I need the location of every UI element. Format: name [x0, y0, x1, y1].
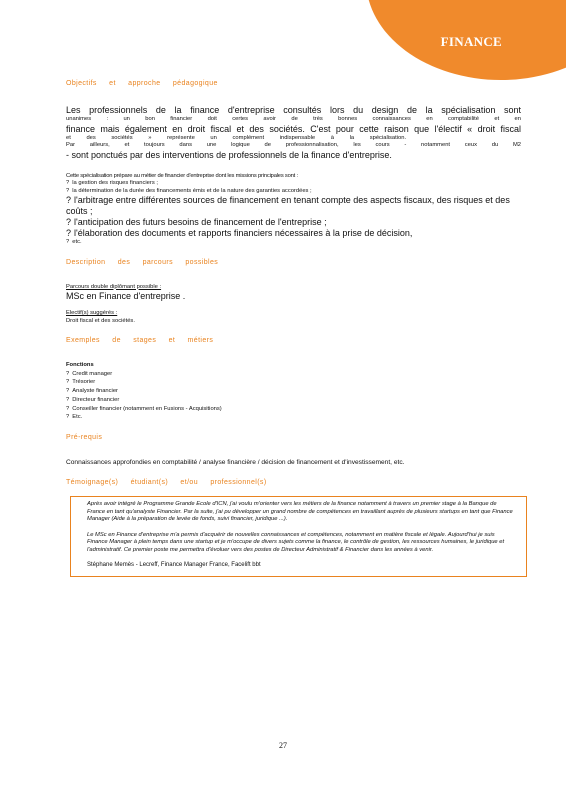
jobs-list	[66, 370, 521, 423]
missions-list	[66, 180, 521, 247]
prereq-heading: Pré-requis	[66, 434, 103, 442]
paths-heading: Description des parcours possibles	[66, 258, 219, 266]
missions-intro: Cette spécialisation prépare au métier de financier d'entreprise dont les missions principales sont :	[66, 172, 298, 179]
page-number: 27	[279, 741, 287, 750]
main-content	[66, 80, 521, 577]
jobs-heading: Exemples de stages et métiers	[66, 337, 214, 344]
double-degree-label: Parcours double diplômant possible :	[66, 283, 162, 290]
list-item: ? l'arbitrage entre différentes sources de financement en tenant compte des aspects fiscaux, des risques et des coûts ;	[66, 195, 510, 216]
testimonial-box	[70, 496, 527, 577]
testimonial-paragraph: Le MSc en Finance d'entreprise m'a permis d'acquérir de nouvelles connaissances et compétences, notamment en matière fiscale et légale. Aujourd'hui je suis Finance Manager à plein temps dans une startup et je m'occupe de divers sujets comme la finance, le contrôle de gestion, les ressources humaines, le juridique et l'administratif. Ce premier poste me permettra d'évoluer vers des postes de Directeur Administratif & Financier dans les années à venir.	[87, 531, 505, 553]
list-item: ? la détermination de la durée des financements émis et de la nature des garanties accordées ;	[66, 187, 312, 194]
list-item: ? Etc.	[66, 414, 83, 421]
objectives-line: finance mais également en droit fiscal et des sociétés. C'est pour cette raison que l'électif « droit fiscal	[66, 123, 521, 134]
testimonial-signature: Stéphane Memès - Lecreff, Finance Manager France, Facelift bbt	[87, 562, 261, 569]
list-item: ? Credit manager	[66, 370, 113, 377]
list-item: ? l'anticipation des futurs besoins de financement de l'entreprise ;	[66, 217, 327, 227]
objectives-line: unanimes : un bon financier doit certes avoir de très bonnes connaissances en comptabilité et en	[66, 116, 521, 122]
list-item: ? l'élaboration des documents et rapports financiers nécessaires à la prise de décision,	[66, 228, 413, 238]
list-item: ? etc.	[66, 239, 82, 245]
objectives-line: - sont ponctués par des interventions de professionnels de la finance d'entreprise.	[66, 149, 392, 160]
objectives-line: Les professionnels de la finance d'entreprise consultés lors du design de la spécialisation sont	[66, 105, 521, 115]
prereq-text: Connaissances approfondies en comptabilité / analyse financière / décision de financement et d'investissement, etc.	[66, 459, 405, 467]
elective-value: Droit fiscal et des sociétés.	[66, 317, 135, 324]
elective-label: Electif(s) suggérés :	[66, 310, 118, 316]
objectives-line: et des sociétés » représente un complément indispensable à la spécialisation.	[66, 134, 407, 141]
list-item: ? Analyste financier	[66, 388, 118, 395]
double-degree-value: MSc en Finance d'entreprise .	[66, 291, 186, 301]
testimonial-paragraph: Après avoir intégré le Programme Grande Ecole d'ICN, j'ai voulu m'orienter vers les métiers de la finance notamment à travers un premier stage à la Banque de France en tant qu'analyste Financier. Par la suite, j'ai pu développer un grand nombre de compétences en travaillant auprès de plusieurs startups en tant que Finance Manager (Aide à la préparation de levée de fonds, suivi financier, juridique ...).	[87, 501, 513, 523]
objectives-paragraph	[66, 105, 521, 161]
header-title: FINANCE	[440, 34, 502, 49]
testimonials-heading: Témoignage(s) étudiant(s) et/ou professionnel(s)	[66, 479, 267, 487]
jobs-label: Fonctions	[66, 362, 94, 368]
objectives-heading: Objectifs et approche pédagogique	[66, 80, 218, 87]
list-item: ? Trésorier	[66, 379, 96, 386]
list-item: ? Directeur financier	[66, 396, 120, 403]
list-item: ? la gestion des risques financiers ;	[66, 180, 158, 186]
objectives-line: Par ailleurs, et toujours dans une logique de professionnalisation, les cours - notamment ceux du M2	[66, 142, 521, 148]
list-item: ? Conseiller financier (notamment en Fusions - Acquisitions)	[66, 405, 222, 412]
